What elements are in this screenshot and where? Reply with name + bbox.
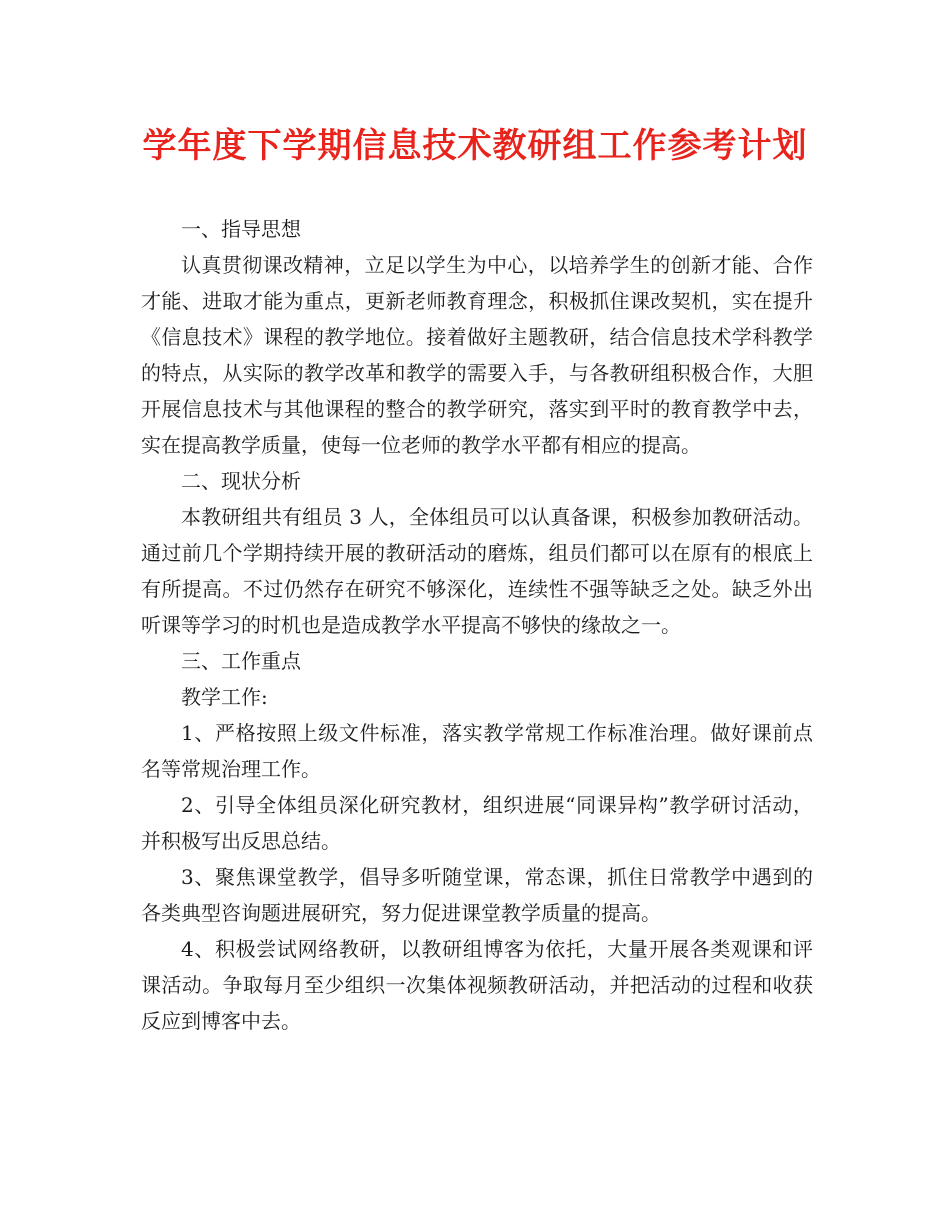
heading-guiding-thought: 一、指导思想 — [181, 217, 301, 241]
heading-status-analysis: 二、现状分析 — [181, 469, 301, 493]
document-body — [141, 211, 813, 1039]
list-item-2: 2、引导全体组员深化研究教材，组织进展“同课异构”教学研讨活动，并积极写出反思总结。 — [141, 793, 813, 853]
subheading-teaching-work: 教学工作: — [181, 685, 268, 709]
list-item-1: 1、严格按照上级文件标准，落实教学常规工作标准治理。做好课前点名等常规治理工作。 — [141, 721, 813, 781]
list-item-4: 4、积极尝试网络教研，以教研组博客为依托，大量开展各类观课和评课活动。争取每月至少组织一次集体视频教研活动，并把活动的过程和收获反应到博客中去。 — [141, 937, 813, 1033]
paragraph-status-analysis: 本教研组共有组员 3 人，全体组员可以认真备课，积极参加教研活动。通过前几个学期持续开展的教研活动的磨炼，组员们都可以在原有的根底上有所提高。不过仍然存在研究不够深化，连续性不强等缺乏之处。缺乏外出听课等学习的时机也是造成教学水平提高不够快的缘故之一。 — [141, 505, 813, 637]
heading-work-focus: 三、工作重点 — [181, 649, 301, 673]
document-title: 学年度下学期信息技术教研组工作参考计划 — [142, 126, 808, 166]
list-item-3: 3、聚焦课堂教学，倡导多听随堂课，常态课，抓住日常教学中遇到的各类典型咨询题进展研究，努力促进课堂教学质量的提高。 — [141, 865, 813, 925]
paragraph-guiding-thought: 认真贯彻课改精神，立足以学生为中心，以培养学生的创新才能、合作才能、进取才能为重点，更新老师教育理念，积极抓住课改契机，实在提升《信息技术》课程的教学地位。接着做好主题教研，结合信息技术学科教学的特点，从实际的教学改革和教学的需要入手，与各教研组积极合作，大胆开展信息技术与其他课程的整合的教学研究，落实到平时的教育教学中去，实在提高教学质量，使每一位老师的教学水平都有相应的提高。 — [141, 253, 813, 457]
